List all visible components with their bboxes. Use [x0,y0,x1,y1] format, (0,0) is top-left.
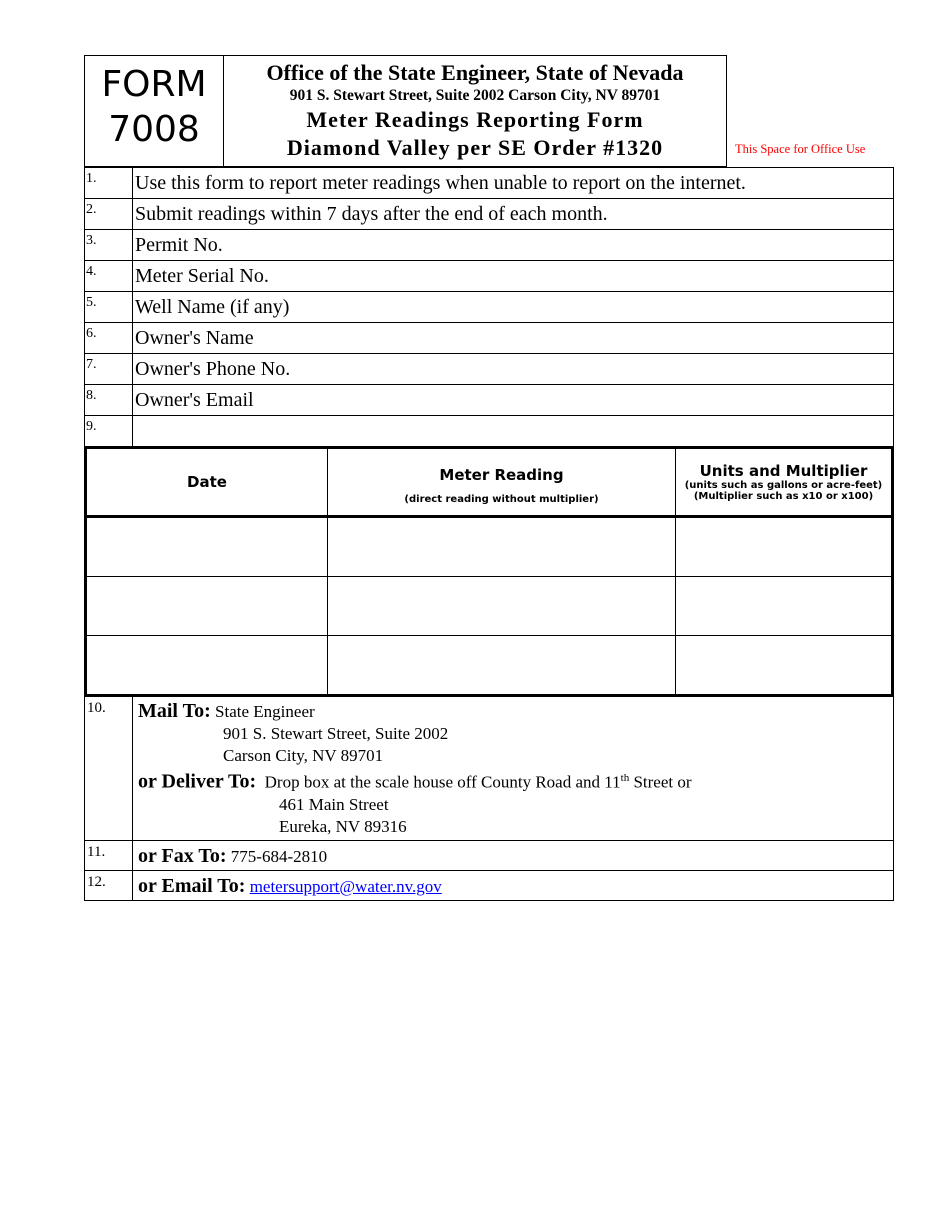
form-subtitle: Diamond Valley per SE Order #1320 [286,135,664,160]
numbered-rows [84,167,894,447]
deliver-line1-b: Street or [629,772,692,792]
fax-instructions [133,841,893,870]
table-row [86,577,893,636]
owner-name-field[interactable] [85,323,893,354]
mail-line2: 901 S. Stewart Street, Suite 2002 [223,724,449,743]
permit-field[interactable] [85,230,893,261]
email-row [85,871,893,901]
row-text: Use this form to report meter readings when unable to report on the internet. [135,172,746,194]
deliver-line2: 461 Main Street [279,794,389,814]
email-link[interactable]: metersupport@water.nv.gov [249,876,442,896]
fax-number: 775-684-2810 [230,846,328,866]
office-address: 901 S. Stewart Street, Suite 2002 Carson City, NV 89701 [289,87,661,104]
units-cell[interactable] [676,636,893,696]
row-number: 11. [85,841,133,870]
units-cell[interactable] [676,577,893,636]
units-header-sub2: (Multiplier such as x10 or x100) [693,491,874,502]
row-number: 8. [85,385,133,415]
submission-section [84,697,894,901]
meter-serial-label: Meter Serial No. [135,265,269,287]
mail-instructions [133,697,893,840]
meter-readings-table [84,446,894,697]
meter-reading-column-header [328,448,676,517]
owner-name-label: Owner's Name [135,327,254,349]
mail-line3: Carson City, NV 89701 [223,746,384,765]
table-row [86,517,893,577]
meter-reading-header-sub: (direct reading without multiplier) [404,493,599,505]
date-header-label: Date [187,473,227,491]
permit-label: Permit No. [135,234,223,256]
row-1 [85,167,893,199]
well-name-field[interactable] [85,292,893,323]
row-number: 1. [85,168,133,198]
email-instructions [133,871,893,900]
date-column-header [86,448,328,517]
date-cell[interactable] [86,577,328,636]
table-header-row [86,448,893,517]
table-row [86,636,893,696]
row-2 [85,199,893,230]
units-column-header [676,448,893,517]
deliver-line1-a: Drop box at the scale house off County Road and 11 [264,772,621,792]
owner-email-field[interactable] [85,385,893,416]
units-header-label: Units and Multiplier [699,462,868,480]
row-text [133,416,893,446]
deliver-label: or Deliver To: [138,770,257,793]
units-header-sub1: (units such as gallons or acre-feet) [684,480,883,491]
fax-label: or Fax To: [138,844,227,867]
mail-label: Mail To: [138,700,211,722]
form-page [84,55,894,901]
row-number: 12. [85,871,133,900]
office-title: Office of the State Engineer, State of Nevada [266,60,684,85]
mail-row [85,697,893,841]
row-number: 6. [85,323,133,353]
title-box [224,55,727,167]
row-number: 4. [85,261,133,291]
office-use-note: This Space for Office Use [735,142,866,156]
row-9-field[interactable] [85,416,893,447]
form-number: 7008 [108,109,200,150]
row-number: 5. [85,292,133,322]
row-number: 9. [85,416,133,446]
units-cell[interactable] [676,517,893,577]
meter-reading-cell[interactable] [328,636,676,696]
fax-row [85,841,893,871]
row-number: 2. [85,199,133,229]
form-number-box [84,55,224,167]
well-name-label: Well Name (if any) [135,296,290,318]
deliver-line3: Eureka, NV 89316 [279,816,407,836]
date-cell[interactable] [86,517,328,577]
deliver-line1-sup: th [620,772,630,784]
form-header [84,55,894,167]
meter-reading-cell[interactable] [328,577,676,636]
row-text: Submit readings within 7 days after the end of each month. [135,203,608,225]
row-number: 3. [85,230,133,260]
owner-phone-field[interactable] [85,354,893,385]
meter-reading-cell[interactable] [328,517,676,577]
date-cell[interactable] [86,636,328,696]
form-label: FORM [101,64,207,105]
owner-phone-label: Owner's Phone No. [135,358,291,380]
owner-email-label: Owner's Email [135,389,254,411]
email-label: or Email To: [138,874,246,897]
meter-reading-header-label: Meter Reading [439,465,564,484]
row-number: 10. [85,697,133,840]
mail-line1: State Engineer [215,702,315,721]
row-number: 7. [85,354,133,384]
form-title: Meter Readings Reporting Form [306,107,644,132]
meter-serial-field[interactable] [85,261,893,292]
